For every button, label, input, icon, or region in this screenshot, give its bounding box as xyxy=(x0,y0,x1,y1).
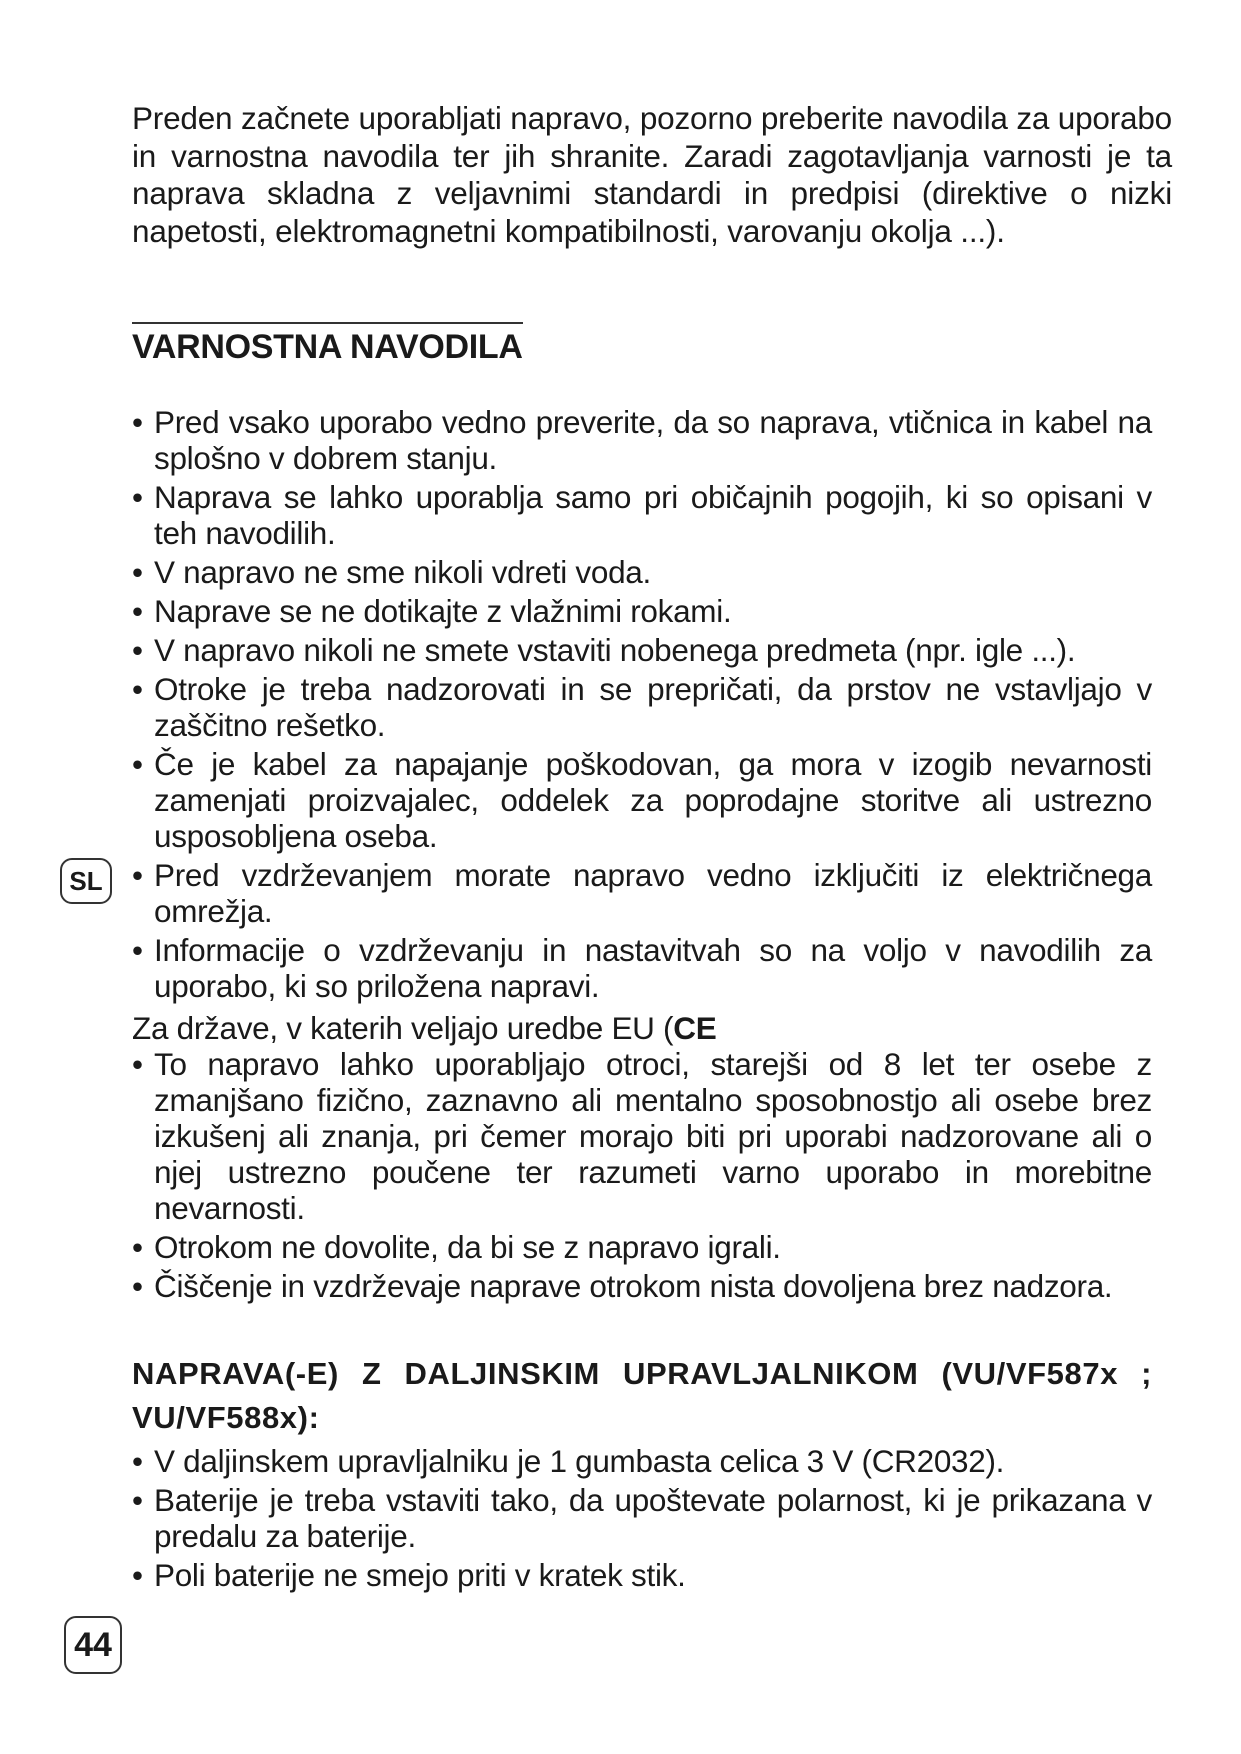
intro-paragraph: Preden začnete uporabljati napravo, pozorno preberite navodila za uporabo in varnostna navodila ter jih shranite. Zaradi zagotavljanja varnosti je ta naprava skladna z veljavnimi standardi in predpisi (direktive o nizki napetosti, elektromagnetni kompatibilnosti, varovanju okolja ...). xyxy=(132,100,1172,249)
list-item: • Pred vzdrževanjem morate napravo vedno izključiti iz električnega omrežja. xyxy=(132,857,1152,929)
eu-instructions-list xyxy=(132,1046,1152,1307)
list-item: • Čiščenje in vzdrževaje naprave otrokom nista dovoljena brez nadzora. xyxy=(132,1268,1152,1304)
eu-line-text: Za države, v katerih veljajo uredbe EU ( xyxy=(132,1010,674,1046)
list-item: • V napravo ne sme nikoli vdreti voda. xyxy=(132,554,1152,590)
list-item: • V daljinskem upravljalniku je 1 gumbasta celica 3 V (CR2032). xyxy=(132,1443,1152,1479)
list-item: • Pred vsako uporabo vedno preverite, da so naprava, vtičnica in kabel na splošno v dobrem stanju. xyxy=(132,404,1152,476)
list-item: • Otrokom ne dovolite, da bi se z napravo igrali. xyxy=(132,1229,1152,1265)
remote-control-heading: NAPRAVA(-E) Z DALJINSKIM UPRAVLJALNIKOM (VU/VF587x ; VU/VF588x): xyxy=(132,1356,1152,1435)
page-number: 44 xyxy=(64,1616,122,1674)
eu-regulation-line xyxy=(132,1010,716,1046)
remote-instructions-list xyxy=(132,1443,1152,1596)
list-item: • Naprava se lahko uporablja samo pri običajnih pogojih, ki so opisani v teh navodilih. xyxy=(132,479,1152,551)
list-item: • Poli baterije ne smejo priti v kratek stik. xyxy=(132,1557,1152,1593)
list-item: • To napravo lahko uporabljajo otroci, starejši od 8 let ter osebe z zmanjšano fizično, zaznavno ali mentalno sposobnostjo ali osebe brez izkušenj ali znanja, pri čemer morajo biti pri uporabi nadzorovane ali o njej ustrezno poučene ter razumeti varno uporabo in morebitne nevarnosti. xyxy=(132,1046,1152,1226)
section-title: VARNOSTNA NAVODILA xyxy=(132,322,523,370)
safety-instructions-list xyxy=(132,404,1152,1007)
list-item: • V napravo nikoli ne smete vstaviti nobenega predmeta (npr. igle ...). xyxy=(132,632,1152,668)
list-item: • Če je kabel za napajanje poškodovan, ga mora v izogib nevarnosti zamenjati proizvajalec, oddelek za poprodajne storitve ali ustrezno usposobljena oseba. xyxy=(132,746,1152,854)
list-item: • Otroke je treba nadzorovati in se prepričati, da prstov ne vstavljajo v zaščitno rešetko. xyxy=(132,671,1152,743)
list-item: • Naprave se ne dotikajte z vlažnimi rokami. xyxy=(132,593,1152,629)
list-item: • Informacije o vzdrževanju in nastavitvah so na voljo v navodilih za uporabo, ki so priložena napravi. xyxy=(132,932,1152,1004)
ce-mark-icon: CE xyxy=(673,1010,717,1046)
list-item: • Baterije je treba vstaviti tako, da upoštevate polarnost, ki je prikazana v predalu za baterije. xyxy=(132,1482,1152,1554)
language-badge: SL xyxy=(60,858,112,904)
